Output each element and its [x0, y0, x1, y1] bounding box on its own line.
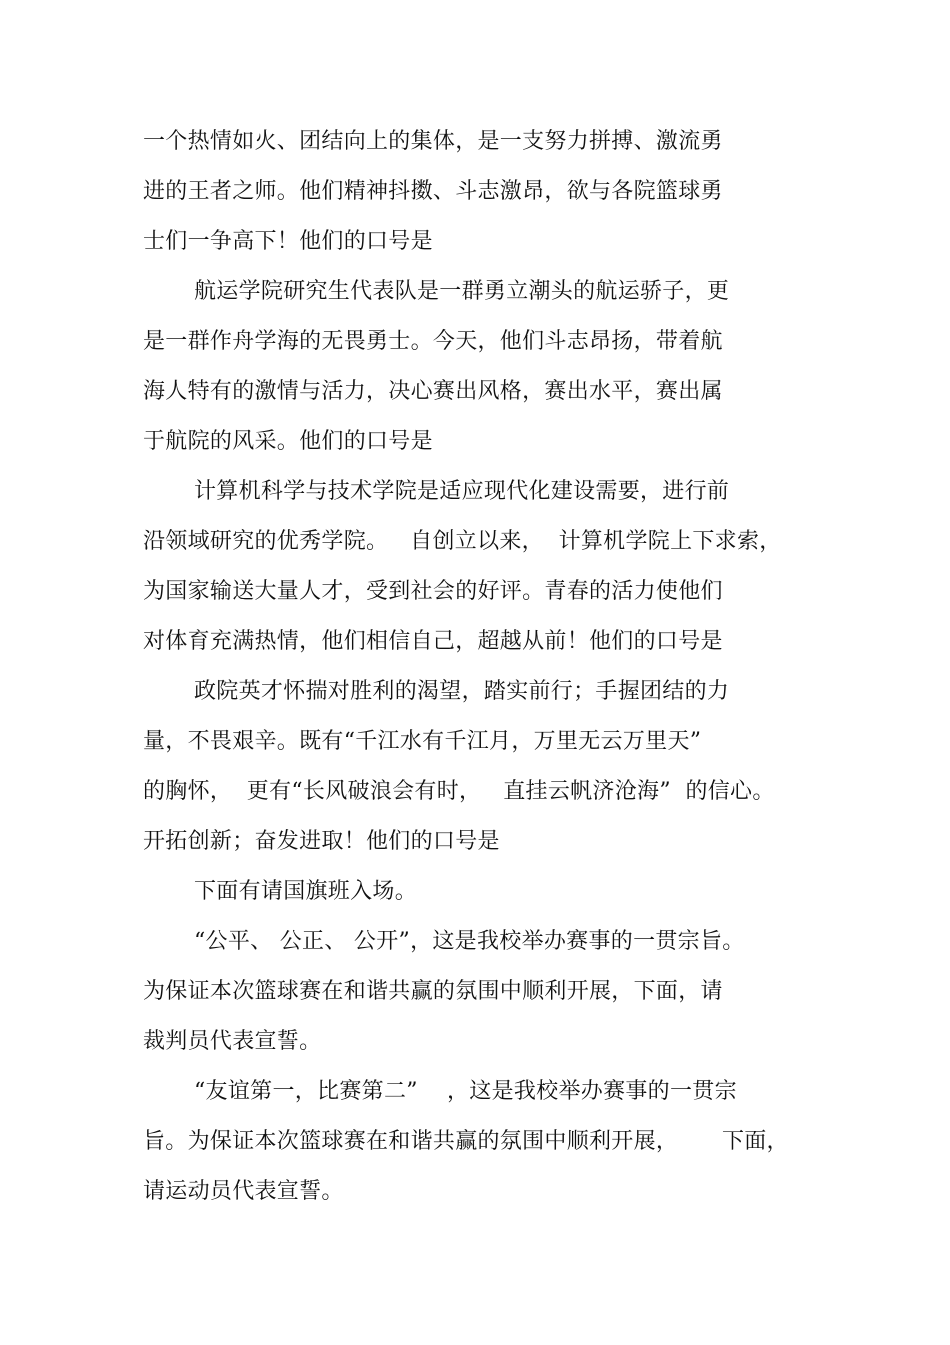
paragraph-first-line: “友谊第一，比赛第二” ，这是我校举办赛事的一贯宗: [194, 1079, 737, 1104]
text-line: 裁判员代表宣誓。: [143, 1029, 322, 1054]
text-line: 为国家输送大量人才，受到社会的好评。青春的活力使他们: [143, 579, 723, 604]
text-line: 海人特有的激情与活力，决心赛出风格，赛出水平，赛出属: [143, 379, 723, 404]
text-line: 对体育充满热情，他们相信自己，超越从前！他们的口号是: [143, 629, 723, 654]
paragraph-first-line: “公平、 公正、 公开”，这是我校举办赛事的一贯宗旨。: [194, 929, 745, 954]
paragraph-first-line: 计算机科学与技术学院是适应现代化建设需要，进行前: [194, 479, 730, 504]
paragraph-first-line: 航运学院研究生代表队是一群勇立潮头的航运骄子，更: [194, 279, 730, 304]
text-line: 旨。为保证本次篮球赛在和谐共赢的氛围中顺利开展， 下面，: [143, 1129, 789, 1154]
text-line: 为保证本次篮球赛在和谐共赢的氛围中顺利开展，下面，请: [143, 979, 723, 1004]
text-line: 进的王者之师。他们精神抖擞、斗志激昂，欲与各院篮球勇: [143, 179, 723, 204]
text-line: 士们一争高下！他们的口号是: [143, 229, 433, 254]
text-line: 量，不畏艰辛。既有“千江水有千江月，万里无云万里天”: [143, 729, 702, 754]
text-line: 请运动员代表宣誓。: [143, 1179, 344, 1204]
text-line: 于航院的风采。他们的口号是: [143, 429, 433, 454]
paragraph-first-line: 政院英才怀揣对胜利的渴望，踏实前行；手握团结的力: [194, 679, 730, 704]
text-line: 是一群作舟学海的无畏勇士。今天，他们斗志昂扬，带着航: [143, 329, 723, 354]
text-line: 一个热情如火、团结向上的集体，是一支努力拼搏、激流勇: [143, 129, 723, 154]
text-line: 的胸怀， 更有“长风破浪会有时， 直挂云帆济沧海” 的信心。: [143, 779, 775, 804]
paragraph-first-line: 下面有请国旗班入场。: [194, 879, 418, 904]
text-line: 开拓创新；奋发进取！他们的口号是: [143, 829, 500, 854]
text-line: 沿领域研究的优秀学院。 自创立以来， 计算机学院上下求索，: [143, 529, 782, 554]
